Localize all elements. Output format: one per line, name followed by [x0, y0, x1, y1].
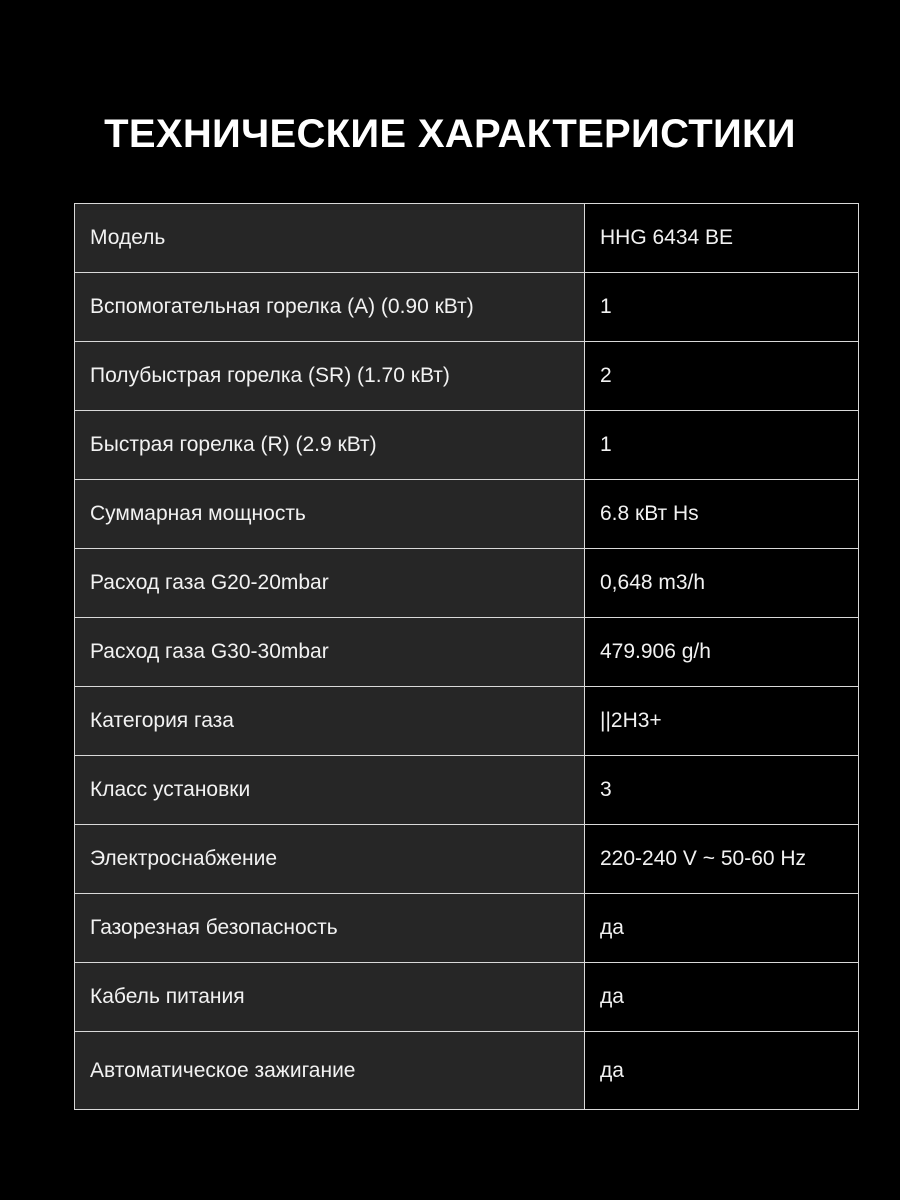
spec-value-semi-rapid-burner: 2 — [585, 342, 859, 411]
spec-table — [74, 203, 859, 1110]
table-row — [75, 273, 859, 342]
spec-value-auto-ignition: да — [585, 1032, 859, 1110]
spec-value-gas-consumption-g30: 479.906 g/h — [585, 618, 859, 687]
spec-value-installation-class: 3 — [585, 756, 859, 825]
spec-value-auxiliary-burner: 1 — [585, 273, 859, 342]
table-row — [75, 342, 859, 411]
spec-value-total-power: 6.8 кВт Hs — [585, 480, 859, 549]
table-row — [75, 411, 859, 480]
spec-table-body — [75, 204, 859, 1110]
spec-value-gas-consumption-g20: 0,648 m3/h — [585, 549, 859, 618]
table-row — [75, 549, 859, 618]
spec-label-power-supply: Электроснабжение — [75, 825, 585, 894]
table-row — [75, 687, 859, 756]
spec-label-auto-ignition: Автоматическое зажигание — [75, 1032, 585, 1110]
spec-value-rapid-burner: 1 — [585, 411, 859, 480]
spec-label-gas-category: Категория газа — [75, 687, 585, 756]
table-row — [75, 825, 859, 894]
spec-label-gas-consumption-g20: Расход газа G20-20mbar — [75, 549, 585, 618]
table-row — [75, 756, 859, 825]
table-row — [75, 618, 859, 687]
spec-value-gas-category: ||2H3+ — [585, 687, 859, 756]
spec-label-semi-rapid-burner: Полубыстрая горелка (SR) (1.70 кВт) — [75, 342, 585, 411]
table-row — [75, 204, 859, 273]
spec-label-power-cable: Кабель питания — [75, 963, 585, 1032]
table-row — [75, 1032, 859, 1110]
spec-value-power-supply: 220-240 V ~ 50-60 Hz — [585, 825, 859, 894]
spec-label-gas-consumption-g30: Расход газа G30-30mbar — [75, 618, 585, 687]
spec-value-model: HHG 6434 BE — [585, 204, 859, 273]
table-row — [75, 894, 859, 963]
table-row — [75, 480, 859, 549]
spec-label-total-power: Суммарная мощность — [75, 480, 585, 549]
spec-label-installation-class: Класс установки — [75, 756, 585, 825]
page-title: ТЕХНИЧЕСКИЕ ХАРАКТЕРИСТИКИ — [104, 112, 796, 156]
table-row — [75, 963, 859, 1032]
spec-label-gas-safety: Газорезная безопасность — [75, 894, 585, 963]
spec-label-model: Модель — [75, 204, 585, 273]
spec-label-rapid-burner: Быстрая горелка (R) (2.9 кВт) — [75, 411, 585, 480]
spec-value-gas-safety: да — [585, 894, 859, 963]
spec-value-power-cable: да — [585, 963, 859, 1032]
spec-label-auxiliary-burner: Вспомогательная горелка (A) (0.90 кВт) — [75, 273, 585, 342]
